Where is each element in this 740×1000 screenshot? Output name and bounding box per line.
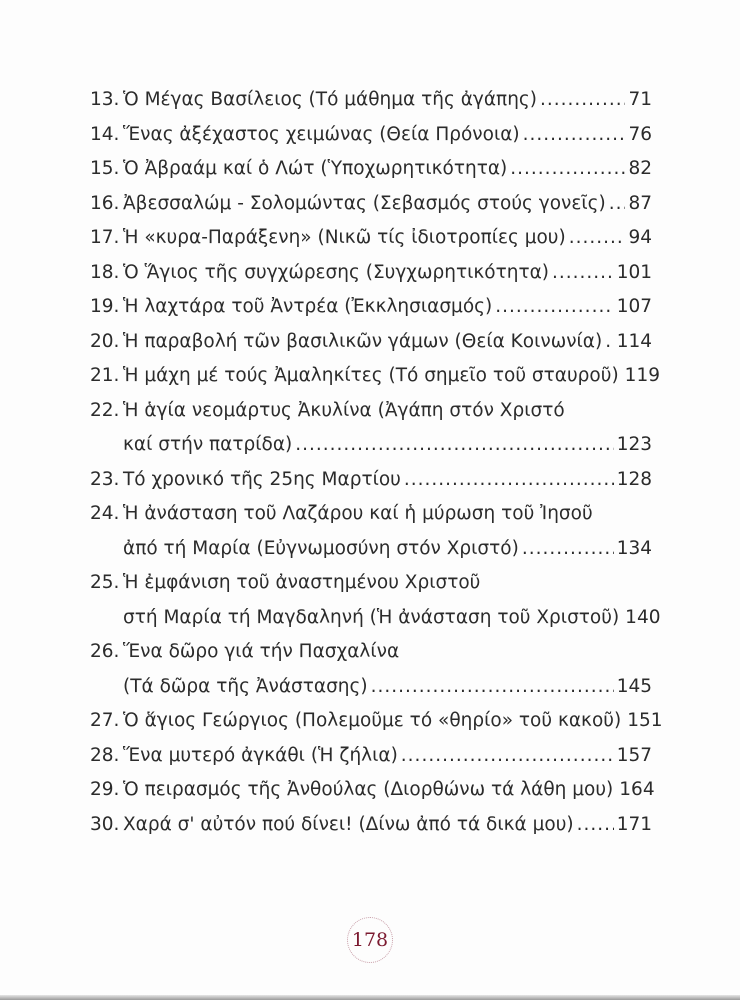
entry-title: Ἕνα δῶρο γιά τήν Πασχαλίνα: [123, 641, 400, 662]
toc-entry: [90, 710, 663, 745]
entry-number: 18.: [90, 261, 120, 283]
entry-title: στή Μαρία τή Μαγδαληνή (Ἡ ἀνάσταση τοῦ Χριστοῦ): [123, 606, 620, 628]
entry-page: 171: [616, 813, 652, 835]
toc-entry: [90, 124, 652, 159]
entry-page: 76: [628, 123, 652, 145]
entry-number: 19.: [90, 296, 120, 317]
dot-leader: [552, 262, 614, 283]
entry-title: ἀπό τή Μαρία (Εὐγνωμοσύνη στόν Χριστό): [123, 537, 519, 559]
entry-number: 23.: [90, 468, 120, 490]
toc-entry-continuation: [90, 434, 652, 469]
dot-leader: [569, 227, 626, 248]
dot-leader: [404, 469, 614, 490]
page-number: 178: [347, 917, 393, 963]
toc-entry: [90, 89, 652, 124]
entry-title: Ἡ μάχη μέ τούς Ἀμαληκίτες (Τό σημεῖο τοῦ σταυροῦ): [123, 365, 619, 386]
entry-page: 71: [628, 89, 652, 110]
toc-entry: [90, 641, 652, 676]
entry-title: Ἡ λαχτάρα τοῦ Ἀντρέα (Ἐκκλησιασμός): [123, 296, 493, 317]
entry-title: Ἡ ἁγία νεομάρτυς Ἀκυλίνα (Ἀγάπη στόν Χριστό: [123, 399, 565, 421]
entry-page: 101: [616, 261, 652, 283]
toc-entry: [90, 400, 652, 435]
entry-title: (Τά δῶρα τῆς Ἀνάστασης): [123, 675, 368, 697]
entry-number: 22.: [90, 399, 120, 421]
dot-leader: [510, 158, 625, 179]
entry-number: 26.: [90, 641, 120, 662]
entry-number: 27.: [90, 710, 120, 731]
entry-page: 123: [616, 434, 652, 455]
entry-title: Ἀβεσσαλώμ - Σολομώντας (Σεβασμός στούς γονεῖς): [123, 192, 606, 214]
entry-number: 30.: [90, 813, 120, 835]
entry-number: 13.: [90, 89, 120, 110]
entry-title: Ἕνα μυτερό ἀγκάθι (Ἡ ζήλια): [123, 744, 398, 766]
toc-entry-continuation: [90, 538, 652, 573]
entry-page: 114: [616, 330, 652, 352]
toc-entry: [90, 503, 652, 538]
toc-entry: [90, 469, 652, 504]
entry-number: 14.: [90, 123, 120, 145]
toc-entry: [90, 331, 652, 366]
toc-entry: [90, 814, 652, 849]
dot-leader: [540, 89, 625, 110]
toc-entry: [90, 296, 652, 331]
entry-number: 29.: [90, 779, 120, 800]
entry-title: Ὁ Ἀβραάμ καί ὁ Λώτ (Ὑποχωρητικότητα): [123, 158, 508, 179]
entry-number: 16.: [90, 192, 120, 214]
entry-page: 107: [616, 296, 652, 317]
entry-number: 20.: [90, 330, 120, 352]
entry-title: Ἡ παραβολή τῶν βασιλικῶν γάμων (Θεία Κοινωνία): [123, 330, 603, 352]
entry-page: 140: [625, 606, 661, 628]
dot-leader: [523, 124, 626, 145]
entry-page: 164: [619, 779, 655, 800]
entry-number: 28.: [90, 744, 120, 766]
entry-number: 24.: [90, 503, 120, 524]
dot-leader: [401, 745, 614, 766]
entry-page: 128: [616, 468, 652, 490]
entry-page: 151: [627, 710, 663, 731]
entry-number: 17.: [90, 227, 120, 248]
entry-page: 94: [628, 227, 652, 248]
entry-page: 134: [616, 537, 652, 559]
entry-page: 157: [616, 744, 652, 766]
entry-page: 87: [628, 192, 652, 214]
entry-title: Ὁ Ἅγιος τῆς συγχώρεσης (Συγχωρητικότητα): [123, 261, 549, 283]
dot-leader: [605, 331, 613, 352]
toc-entry: [90, 227, 652, 262]
dot-leader: [577, 814, 614, 835]
toc-entry: [90, 262, 652, 297]
entry-title: Ἕνας ἀξέχαστος χειμώνας (Θεία Πρόνοια): [123, 123, 520, 145]
dot-leader: [371, 676, 614, 697]
entry-title: Ἡ «κυρα-Παράξενη» (Νικῶ τίς ἰδιοτροπίες μου): [123, 227, 566, 248]
toc-entry: [90, 365, 660, 400]
entry-title: Τό χρονικό τῆς 25ης Μαρτίου: [123, 468, 401, 490]
entry-number: 25.: [90, 572, 120, 593]
toc-entry: [90, 158, 652, 193]
entry-title: καί στήν πατρίδα): [123, 434, 293, 455]
toc-entry: [90, 745, 652, 780]
toc-entry-continuation: [90, 676, 652, 711]
entry-title: Ἡ ἐμφάνιση τοῦ ἀναστημένου Χριστοῦ: [123, 572, 481, 593]
entry-number: 21.: [90, 365, 120, 386]
entry-title: Χαρά σ' αὐτόν πού δίνει! (Δίνω ἀπό τά δικά μου): [123, 813, 574, 835]
dot-leader: [522, 538, 614, 559]
entry-page: 119: [624, 365, 660, 386]
toc-entry: [90, 572, 652, 607]
entry-title: Ὁ πειρασμός τῆς Ἀνθούλας (Διορθώνω τά λάθη μου): [123, 779, 614, 800]
entry-title: Ὁ ἅγιος Γεώργιος (Πολεμοῦμε τό «θηρίο» τοῦ κακοῦ): [123, 710, 622, 731]
entry-title: Ἡ ἀνάσταση τοῦ Λαζάρου καί ἡ μύρωση τοῦ Ἰησοῦ: [123, 503, 593, 524]
entry-page: 82: [628, 158, 652, 179]
entry-page: 145: [616, 675, 652, 697]
dot-leader: [295, 434, 613, 455]
toc-entry-continuation: [90, 606, 661, 642]
dot-leader: [495, 296, 613, 317]
toc-entry: [90, 193, 652, 228]
page-bottom-edge: [0, 995, 740, 1000]
entry-title: Ὁ Μέγας Βασίλειος (Τό μάθημα τῆς ἀγάπης): [123, 89, 538, 110]
table-of-contents: [90, 89, 663, 848]
dot-leader: [609, 193, 626, 214]
toc-entry: [90, 779, 655, 814]
entry-number: 15.: [90, 158, 120, 179]
